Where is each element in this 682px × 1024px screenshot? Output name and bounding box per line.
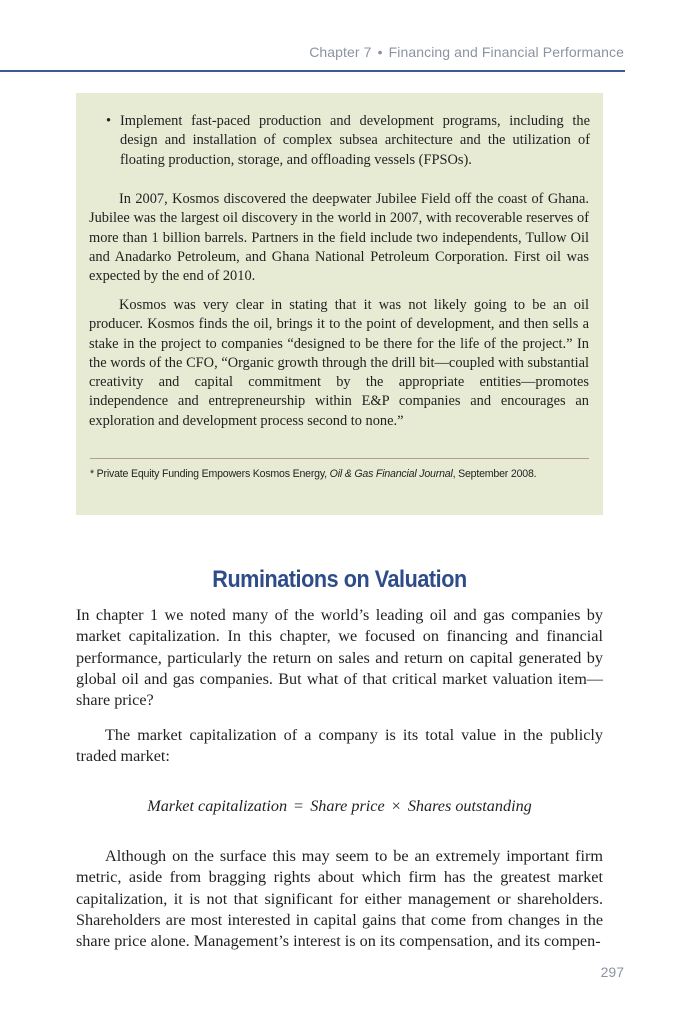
sidebar-bullet-item <box>106 112 590 170</box>
running-head <box>0 44 624 60</box>
sidebar-paragraph-2-container <box>89 296 589 431</box>
bullet-marker: • <box>106 113 112 129</box>
footnote-suffix: , September 2008. <box>452 468 537 480</box>
sidebar-paragraph-2: Kosmos was very clear in stating that it was not likely going to be an oil producer. Kosmos finds the oil, brings it to the point of development, and then sells a stake in the project to companies “designed to be there for the life of the project.” In the words of the CFO, “Organic growth through the drill bit—coupled with substantial creativity and capital commitment by the appropriate entities—promotes independence and entrepreneurship within E&P companies and encourages an exploration and development process second to none.” <box>89 297 589 429</box>
body-paragraph-3: Although on the surface this may seem to be an extremely important firm metric, aside from bragging rights about which firm has the greatest market capitalization, it is not that significant for either management or shareholders. Shareholders are most interested in capital gains that come from changes in the share price alone. Management’s interest is on its compensation, and its compen- <box>76 847 603 951</box>
sidebar-footnote <box>90 468 590 480</box>
equation-term-2: Shares outstanding <box>407 797 532 815</box>
equation-equals: = <box>294 797 304 815</box>
body-paragraph-2: The market capitalization of a company is its total value in the publicly traded market: <box>76 726 603 766</box>
bullet-text: Implement fast-paced production and development programs, including the design and installation of complex subsea architecture and the utilization of floating production, storage, and offloading vessels (FPSOs). <box>120 113 590 168</box>
sidebar-paragraph-1: In 2007, Kosmos discovered the deepwater Jubilee Field off the coast of Ghana. Jubilee was the largest oil discovery in the world in 2007, with recoverable reserves of more than 1 billion barrels. Partners in the field include two independents, Tullow Oil and Anadarko Petroleum, and Ghana National Petroleum Corporation. First oil was expected by the end of 2010. <box>89 191 589 285</box>
equation-times: × <box>391 797 401 815</box>
running-head-chapter: Chapter 7 <box>309 44 372 60</box>
sidebar-paragraph-1-container <box>89 190 589 286</box>
footnote-journal: Oil & Gas Financial Journal <box>329 468 453 480</box>
case-study-sidebar <box>76 93 603 515</box>
header-rule <box>0 70 625 72</box>
running-head-separator: • <box>377 44 383 60</box>
equation-lhs: Market capitalization <box>147 797 288 815</box>
market-cap-equation <box>76 797 603 816</box>
section-heading: Ruminations on Valuation <box>212 566 467 593</box>
running-head-title: Financing and Financial Performance <box>388 44 624 60</box>
footnote-rule <box>90 458 589 459</box>
equation-term-1: Share price <box>310 797 385 815</box>
footnote-prefix: * Private Equity Funding Empowers Kosmos Energy, <box>90 468 330 480</box>
body-paragraph-1: In chapter 1 we noted many of the world’s leading oil and gas companies by market capitalization. In this chapter, we focused on financing and financial performance, particularly the return on sales and return on capital generated by global oil and gas companies. But what of that critical market valuation item—share price? <box>76 606 603 710</box>
page-number: 297 <box>600 964 624 980</box>
